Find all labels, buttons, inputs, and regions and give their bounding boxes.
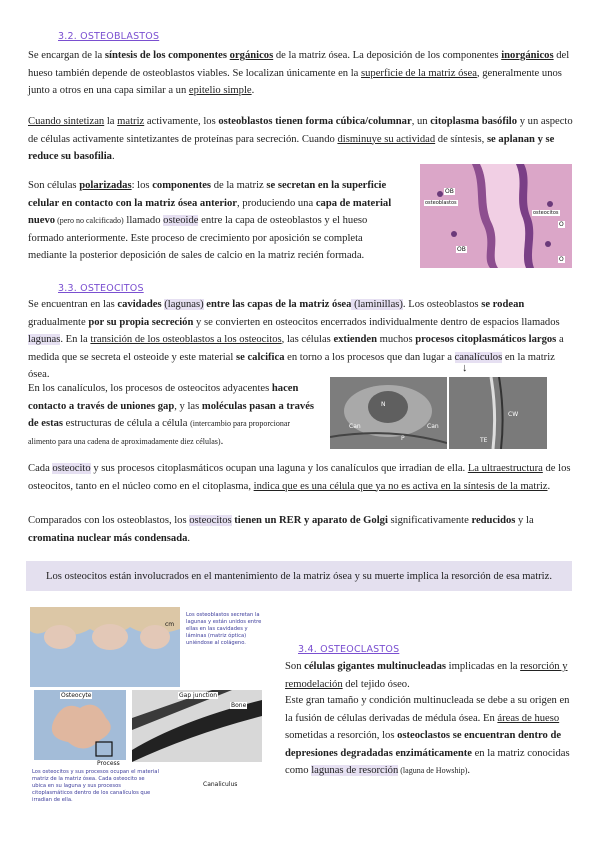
label-te: TE	[480, 437, 488, 444]
label-osteocitos: osteocitos	[533, 210, 559, 216]
label-can-1: Can	[349, 423, 361, 430]
label-n: N	[381, 401, 386, 408]
label-p: P	[401, 435, 405, 442]
label-o-2: O	[559, 256, 564, 263]
label-cw: CW	[508, 411, 519, 418]
heading-osteoclastos: 3.4. OSTEOCLASTOS	[298, 644, 400, 655]
label-cm: cm	[165, 621, 175, 628]
heading-osteocitos: 3.3. OSTEOCITOS	[58, 283, 144, 294]
paragraph-osteoblastos-2: Cuando sintetizan la matriz activamente, los osteoblastos tienen forma cúbica/columnar, un citoplasma basófilo y un aspecto de células activamente sintetizantes de proteínas para secreción. Cuando disminuye su actividad de síntesis, se aplanan y se reduce su basofilia.	[28, 116, 573, 162]
gap-junction-em-image	[132, 690, 262, 762]
label-osteocyte: Osteocyte	[61, 692, 92, 699]
osteoblast-illustration	[30, 607, 180, 687]
osteoblast-histology-image	[420, 164, 572, 268]
down-arrow-icon: ↓	[462, 362, 468, 374]
paragraph-osteocitos-1: Se encuentran en las cavidades (lagunas) entre las capas de la matriz ósea (laminillas). Los osteoblastos se rodean gradualmente por su propia secreción y se convierten en osteocitos encerrados individualmente dentro de espacios llamados lagunas. En la transición de los osteoblastos a los osteocitos, las células extienden muchos procesos citoplasmáticos largos a medida que se secreta el osteoide y este material se calcifica en torno a los procesos que dan lugar a canalículos en la matriz ósea.	[28, 299, 564, 380]
label-o-1: O	[559, 221, 564, 228]
label-process: Process	[97, 760, 120, 767]
label-ob-2: OB	[457, 246, 466, 253]
paragraph-osteoclastos-1: Son células gigantes multinucleadas implicadas en la resorción y remodelación del tejido óseo.	[285, 661, 568, 690]
paragraph-osteoclastos-2: Este gran tamaño y condición multinucleada se debe a su origen en la fusión de células derivadas de médula ósea. En áreas de hueso sometidas a resorción, los osteoclastos se encuentran dentro de depresiones degradadas enzimáticamente en la matriz conocidas como lagunas de resorción (laguna de Howship).	[285, 695, 570, 776]
callout-box: Los osteocitos están involucrados en el mantenimiento de la matriz ósea y su muerte implica la resorción de esa matriz.	[26, 561, 572, 591]
caption-right: Los osteoblastos secretan la lagunas y están unidos entre ellas en las cavidades y láminas (matriz óptica) uniéndose al colágeno.	[186, 612, 262, 646]
label-ob-1: OB	[445, 188, 454, 195]
label-can-2: Can	[427, 423, 439, 430]
paragraph-osteocitos-2: En los canalículos, los procesos de osteocitos adyacentes hacen contacto a través de uniones gap, y las moléculas pasan a través de estas estructuras de célula a célula (intercambio para proporcionar alimento para una cadena de aproximadamente diez células).	[28, 383, 315, 447]
label-osteoblastos: osteoblastos	[425, 200, 457, 206]
caption-left: Los osteocitos y sus procesos ocupan el material matriz de la matriz ósea. Cada osteocito se ubica en su laguna y sus procesos citoplasmáticos dentro de los canalículos que irradian de ella.	[32, 769, 159, 803]
paragraph-osteocitos-4: Comparados con los osteoblastos, los osteocitos tienen un RER y aparato de Golgi significativamente reducidos y la cromatina nuclear más condensada.	[28, 515, 534, 544]
osteocyte-illustration	[34, 690, 126, 760]
osteocyte-em-image-left	[330, 377, 447, 449]
label-canaliculus: Canaliculus	[203, 781, 238, 788]
paragraph-osteocitos-3: Cada osteocito y sus procesos citoplasmáticos ocupan una laguna y los canalículos que irradian de ella. La ultraestructura de los osteocitos, tanto en el núcleo como en el citoplasma, indica que es una célula que ya no es activa en la síntesis de la matriz.	[28, 463, 571, 492]
paragraph-osteoblastos-3: Son células polarizadas: los componentes de la matriz se secretan en la superficie celular en contacto con la matriz ósea anterior, produciendo una capa de material nuevo (pero no calcificado) llamado osteoide entre la capa de osteoblastos y el hueso formado anteriormente. Este proceso de crecimiento por aposición se completa mediante la posterior deposición de sales de calcio en la matriz recién formada.	[28, 180, 392, 261]
osteocyte-em-image-right	[449, 377, 547, 449]
paragraph-osteoblastos-1: Se encargan de la síntesis de los componentes orgánicos de la matriz ósea. La deposición de los componentes inorgánicos del hueso también depende de osteoblastos viables. Se localizan únicamente en la superficie de la matriz ósea, generalmente unos junto a otros en una capa similar a un epitelio simple.	[28, 50, 570, 96]
label-bone: Bone	[231, 702, 247, 709]
heading-osteoblastos: 3.2. OSTEOBLASTOS	[58, 31, 160, 42]
label-gap-junction: Gap junction	[179, 692, 218, 699]
